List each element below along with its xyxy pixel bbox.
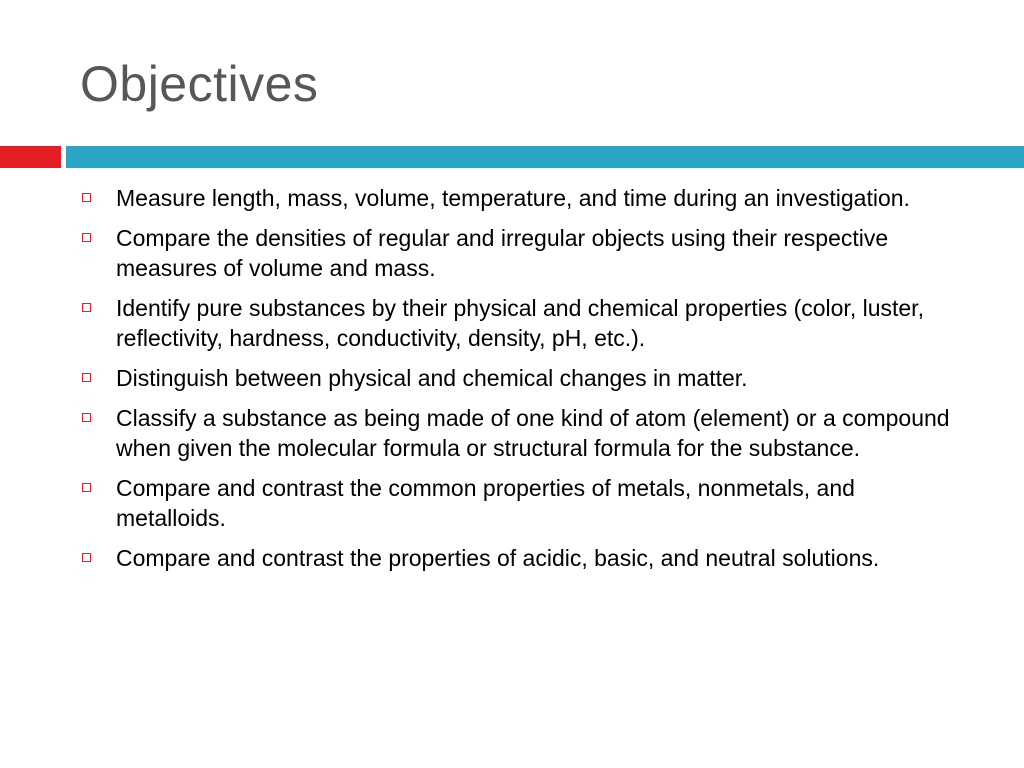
objective-text: Classify a substance as being made of one kind of atom (element) or a compound when given the molecular formula or structural formula for the substance.: [116, 405, 950, 461]
accent-bar-red: [0, 146, 61, 168]
objective-item: [80, 183, 965, 213]
objective-item: [80, 363, 965, 393]
hollow-square-bullet-icon: [82, 553, 91, 562]
objective-text: Measure length, mass, volume, temperature, and time during an investigation.: [116, 185, 910, 211]
hollow-square-bullet-icon: [82, 373, 91, 382]
hollow-square-bullet-icon: [82, 233, 91, 242]
objective-text: Compare and contrast the properties of acidic, basic, and neutral solutions.: [116, 545, 880, 571]
hollow-square-bullet-icon: [82, 303, 91, 312]
objective-item: [80, 223, 965, 283]
hollow-square-bullet-icon: [82, 483, 91, 492]
slide-title: Objectives: [80, 56, 319, 112]
objective-item: [80, 473, 965, 533]
objectives-list: [80, 183, 965, 583]
hollow-square-bullet-icon: [82, 193, 91, 202]
accent-bar-blue: [66, 146, 1024, 168]
objective-text: Distinguish between physical and chemical changes in matter.: [116, 365, 748, 391]
objective-text: Compare the densities of regular and irregular objects using their respective measures of volume and mass.: [116, 225, 889, 281]
objective-text: Compare and contrast the common properties of metals, nonmetals, and metalloids.: [116, 475, 855, 531]
objective-item: [80, 293, 965, 353]
objective-text: Identify pure substances by their physical and chemical properties (color, luster, reflectivity, hardness, conductivity, density, pH, etc.).: [116, 295, 924, 351]
hollow-square-bullet-icon: [82, 413, 91, 422]
objective-item: [80, 543, 965, 573]
objective-item: [80, 403, 965, 463]
